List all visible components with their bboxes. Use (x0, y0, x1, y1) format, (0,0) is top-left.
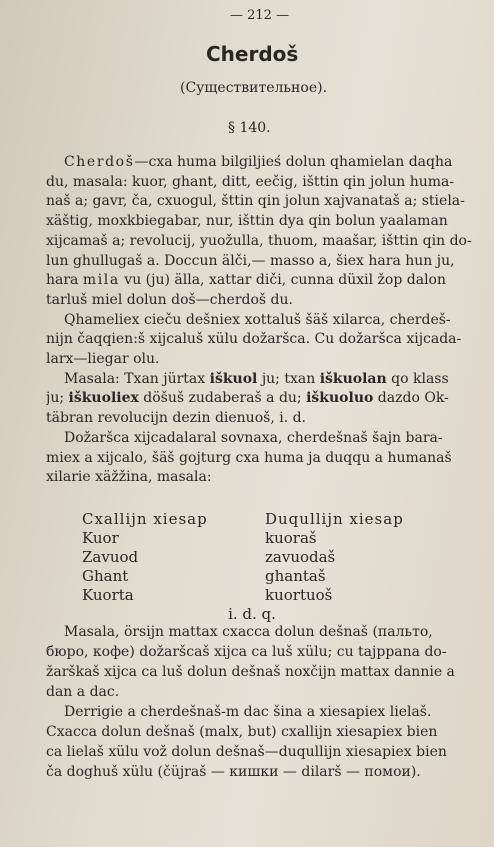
text-run: ju; (46, 390, 69, 407)
text-line: nijn čaqqien:š xijcaluš xülu dožaršca. Cu dožaršca xijcada- (46, 331, 462, 348)
text-line: žarškaš xijca ca luš dolun dešnaš noxčijn mattax dannie a (46, 664, 455, 680)
text-run: vu (ju) älla, xattar diči, cunna düxil žop dalon (119, 272, 447, 289)
text-run: xäštig, moxkbiegabar, nur, išttin dya qin bolun yaalaman (46, 213, 448, 230)
text-line (46, 192, 484, 212)
text-line (46, 252, 484, 272)
paragraph-2 (46, 311, 484, 370)
text-line (46, 212, 484, 232)
text-line (46, 232, 484, 252)
text-line: dan a dac. (46, 684, 120, 700)
table-header-row (82, 510, 442, 529)
text-run: Masala: Txan jürtax (64, 370, 210, 387)
noun-number-table (82, 510, 442, 624)
text-run: —cxa huma bilgiljieś dolun qhamielan daqha (134, 154, 453, 170)
text-run: lun ghullugaš a. Doccun älči,— masso a, šiex hara hun ju, (46, 252, 455, 269)
table-header-plural: Duqullijn xiesap (265, 510, 404, 528)
bold-word: iškuolan (319, 370, 387, 387)
text-line: Derrigie a cherdešnaš-m dac šina a xiesapiex lielaš. (64, 704, 432, 720)
text-run: dazdo Ok- (373, 390, 449, 407)
table-row (82, 567, 442, 586)
plural-cell: zavuodaš (265, 548, 336, 566)
etc-text: i. d. q. (228, 605, 276, 623)
singular-cell: Kuor (82, 529, 119, 547)
singular-cell: Zavuod (82, 548, 139, 566)
singular-cell: Ghant (82, 567, 129, 585)
text-run: tarluš miel dolun doš—cherdoš du. (46, 291, 293, 308)
text-line: xilarie xäžžina, masala: (46, 469, 212, 486)
paragraph-4 (46, 429, 484, 488)
text-run: naš a; gavr, ča, cxuogul, šttin qin jolun xajvanataš a; stiela- (46, 193, 465, 210)
spaced-word: mila (82, 272, 120, 289)
text-run: ju; txan (257, 370, 320, 387)
text-line (46, 370, 484, 390)
paragraph-6 (46, 702, 484, 782)
plural-cell: kuortuoš (265, 586, 333, 604)
text-line (46, 153, 484, 173)
text-run: hara (46, 272, 83, 289)
table-body (82, 529, 442, 605)
text-run: du, masala: kuor, ghant, ditt, eečig, išttin qin jolun humа- (46, 173, 455, 190)
text-line: бюро, кофе) dožaršcaš xijca ca luš xülu; cu tajppana do- (46, 644, 447, 660)
text-line: Dožaršca xijcadalaral sovnaxa, cherdešnaš šajn bara- (64, 429, 443, 446)
plural-cell: ghantaš (265, 567, 326, 585)
bold-word: iškuoliex (68, 390, 139, 407)
paragraph-1 (46, 153, 484, 311)
text-run: xijcamaš a; revolucij, yuožulla, thuom, maašar, išttin qin do- (46, 232, 472, 249)
body-text-top (46, 153, 484, 488)
page-number: — 212 — (230, 8, 290, 23)
text-line (46, 409, 484, 429)
spaced-word: Cherdoš (64, 154, 135, 170)
bold-word: iškuoluo (306, 390, 374, 407)
bold-word: iškuol (209, 370, 258, 387)
text-line (46, 389, 484, 409)
table-row (82, 529, 442, 548)
text-line (46, 173, 484, 193)
table-row (82, 586, 442, 605)
singular-cell: Kuorta (82, 586, 134, 604)
text-run: qo klass (386, 370, 449, 387)
page-subtitle: (Существительное). (180, 80, 328, 96)
table-header-singular: Cxallijn xiesap (82, 510, 208, 528)
text-line: miex a xijcalo, šäš gojturg cxa huma ja duqqu a humanaš (46, 449, 452, 466)
paragraph-5 (46, 622, 484, 702)
text-line: ča doghuš xülu (čüjraš — кишки — dilarš — помои). (46, 764, 421, 780)
text-run: täbran revolucijn dezin dienuoš, i. d. (46, 410, 307, 427)
text-line: larx—liegar olu. (46, 351, 160, 368)
page-title: Cherdoš (206, 42, 299, 66)
section-number: § 140. (228, 120, 271, 136)
text-line (46, 271, 484, 291)
paragraph-3 (46, 370, 484, 429)
table-row (82, 548, 442, 567)
text-line (46, 291, 484, 311)
text-line: ca lielaš xülu vož dolun dešnaš—duqullijn xiesapiex bien (46, 744, 447, 760)
plural-cell: kuoraš (265, 529, 317, 547)
text-line: Cxacca dolun dešnaš (malx, but) cxallijn xiesapiex bien (46, 724, 438, 740)
text-line: Qhameliex cieču dešniex xottaluš šäš xilarca, cherdeš- (64, 311, 451, 328)
text-line: Masala, örsijn mattax cxacca dolun dešnaš (пальто, (64, 624, 433, 640)
text-run: döšuš zudaberaš a du; (138, 390, 307, 407)
body-text-bottom (46, 622, 484, 782)
